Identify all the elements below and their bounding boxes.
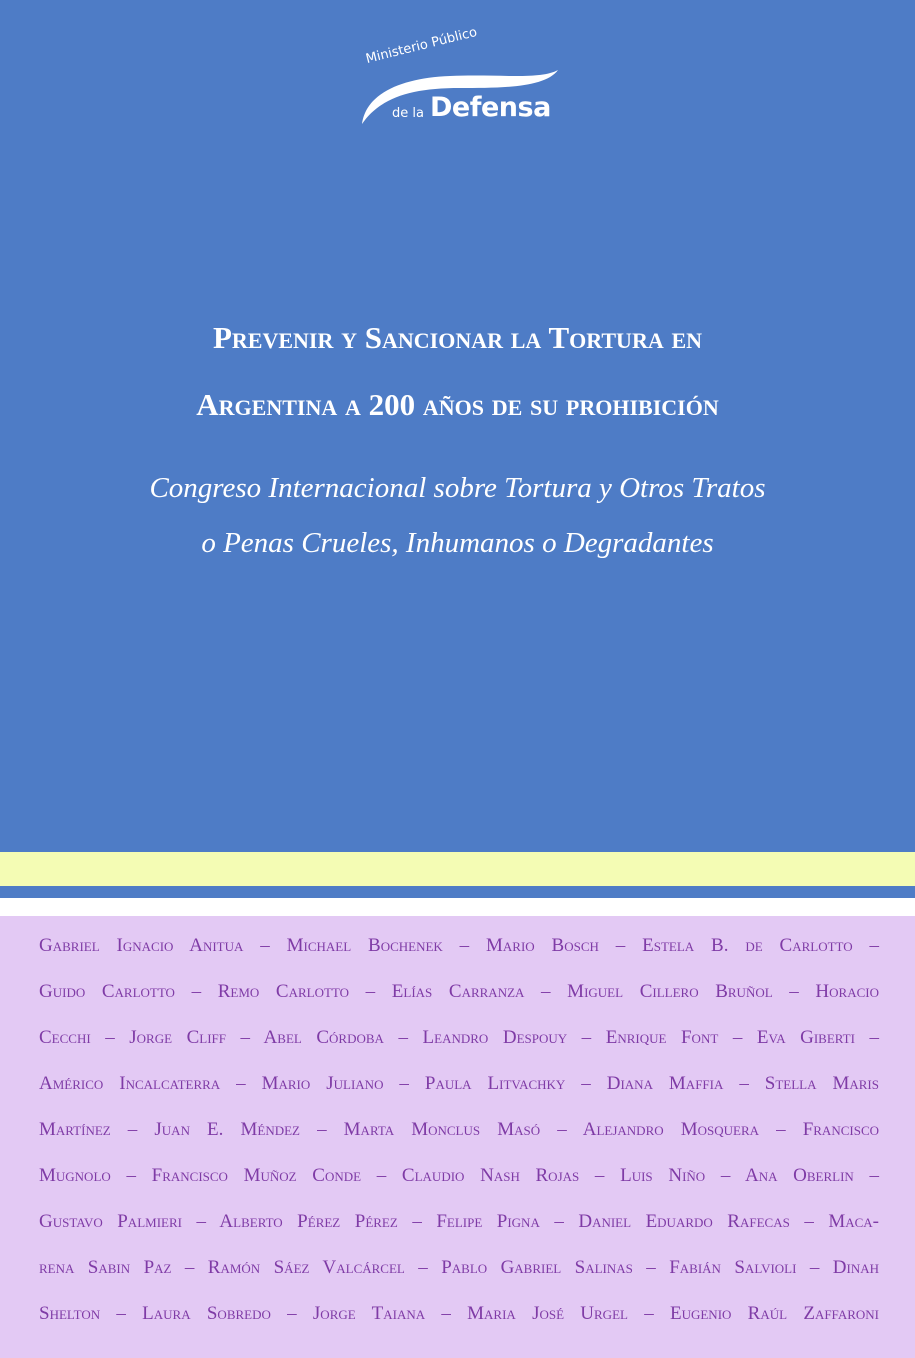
logo-defensa-text: Defensa [430, 92, 551, 123]
logo-prefix-text: de la [392, 106, 424, 121]
ministerio-logo [340, 24, 580, 134]
author-line: Shelton – Laura Sobredo – Jorge Taiana – Maria José Urgel – Eugenio Raúl Zaffaroni [39, 1303, 879, 1324]
author-line: rena Sabin Paz – Ramón Sáez Valcárcel – Pablo Gabriel Salinas – Fabián Salvioli – Dinah [39, 1257, 879, 1278]
yellow-band [0, 852, 915, 886]
author-line: Gabriel Ignacio Anitua – Michael Bochenek – Mario Bosch – Estela B. de Carlotto – [39, 935, 879, 956]
author-line: Gustavo Palmieri – Alberto Pérez Pérez – Felipe Pigna – Daniel Eduardo Rafecas – Maca- [39, 1211, 879, 1232]
book-title-line1: Prevenir y Sancionar la Tortura en [212, 320, 703, 355]
author-line: Américo Incalcaterra – Mario Juliano – Paula Litvachky – Diana Maffia – Stella Maris [39, 1073, 879, 1094]
author-line: Cecchi – Jorge Cliff – Abel Córdoba – Leandro Despouy – Enrique Font – Eva Giberti – [39, 1027, 879, 1048]
book-title-line2: Argentina a 200 años de su prohibición [196, 387, 719, 422]
author-line: Guido Carlotto – Remo Carlotto – Elías Carranza – Miguel Cillero Bruñol – Horacio [39, 981, 879, 1002]
author-line: Martínez – Juan E. Méndez – Marta Monclus Masó – Alejandro Mosquera – Francisco [39, 1119, 879, 1140]
authors-panel [0, 916, 915, 1358]
author-line: Mugnolo – Francisco Muñoz Conde – Claudio Nash Rojas – Luis Niño – Ana Oberlin – [39, 1165, 879, 1186]
book-subtitle-line2: o Penas Crueles, Inhumanos o Degradantes [201, 527, 714, 559]
blue-band [0, 886, 915, 898]
logo-ministerio-text: Ministerio Público [364, 24, 479, 67]
book-subtitle-line1: Congreso Internacional sobre Tortura y Otros Tratos [149, 472, 766, 504]
